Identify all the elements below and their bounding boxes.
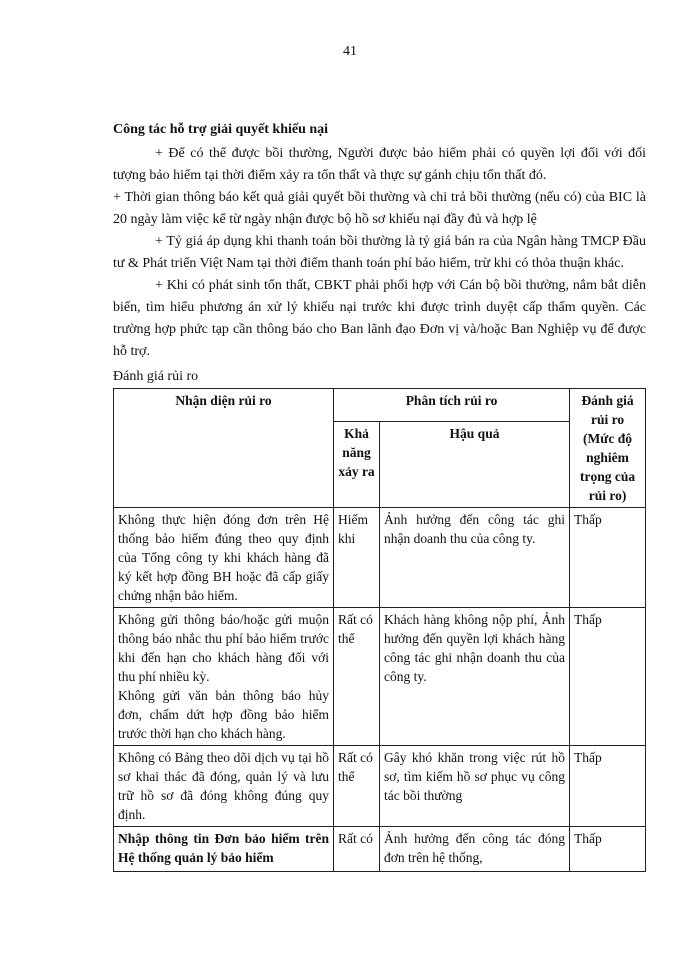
cell-identify-text: Nhập thông tin Đơn bảo hiểm trên Hệ thống quản lý bảo hiểm [118,831,329,865]
paragraph-loss-coordination: + Khi có phát sinh tổn thất, CBKT phải phối hợp với Cán bộ bồi thường, nắm bắt diễn biến, tìm hiểu phương án xử lý khiếu nại trước khi được trình duyệt cấp thẩm quyền. Các trường hợp phức tạp cần thông báo cho Ban lãnh đạo Đơn vị và/hoặc Ban Nghiệp vụ để được hỗ trợ. [113,278,646,359]
document-body [113,120,646,872]
cell-identify [114,827,334,872]
cell-likelihood [334,827,380,872]
cell-identify: Không có Bảng theo dõi dịch vụ tại hồ sơ khai thác đã đóng, quản lý và lưu trữ hồ sơ đã đóng không đúng quy định. [114,746,334,827]
page-number: 41 [343,44,357,59]
header-consequence: Hậu quả [380,422,570,508]
cell-assessment-text: Thấp [574,831,602,846]
header-likelihood: Khả năng xảy ra [334,422,380,508]
paragraph-exchange-rate: + Tỷ giá áp dụng khi thanh toán bồi thường là tỷ giá bán ra của Ngân hàng TMCP Đầu tư & Phát triển Việt Nam tại thời điểm thanh toán phí bảo hiểm, trừ khi có thỏa thuận khác. [113,234,646,271]
cell-consequence: Khách hàng không nộp phí, Ảnh hưởng đến quyền lợi khách hàng công tác ghi nhận doanh thu của công ty. [380,608,570,746]
cell-assessment: Thấp [570,746,646,827]
header-identify: Nhận diện rủi ro [114,389,334,508]
cell-likelihood: Rất có thể [334,608,380,746]
cell-likelihood: Rất có thể [334,746,380,827]
table-row [114,608,646,746]
cell-consequence: Gây khó khăn trong việc rút hồ sơ, tìm kiếm hồ sơ phục vụ công tác bồi thường [380,746,570,827]
section-title: Công tác hỗ trợ giải quyết khiếu nại [113,122,329,137]
cell-likelihood: Hiếm khi [334,508,380,608]
table-label: Đánh giá rủi ro [113,369,199,384]
paragraph-notification-time: + Thời gian thông báo kết quả giải quyết bồi thường và chi trả bồi thường (nếu có) của BIC là 20 ngày làm việc kể từ ngày nhận được bộ hồ sơ khiếu nại đầy đủ và hợp lệ [113,190,646,227]
table-row [114,746,646,827]
cell-identify-part: Không gửi thông báo/hoặc gửi muộn thông báo nhắc thu phí bảo hiểm trước khi đến hạn cho khách hàng đối với thu phí nhiều kỳ. [118,612,329,684]
risk-assessment-table [113,388,646,872]
cell-consequence [380,827,570,872]
cell-assessment: Thấp [570,508,646,608]
cell-consequence: Ảnh hưởng đến công tác ghi nhận doanh thu của công ty. [380,508,570,608]
header-assessment: Đánh giá rủi ro (Mức độ nghiêm trọng của rủi ro) [570,389,646,508]
cell-likelihood-text: Rất có [338,831,373,846]
cell-assessment: Thấp [570,608,646,746]
table-row [114,508,646,608]
cell-consequence-text: Ảnh hưởng đến công tác đóng đơn trên hệ thống, [384,831,566,865]
table-row [114,827,646,872]
cell-assessment [570,827,646,872]
cell-identify: Không thực hiện đóng đơn trên Hệ thống bảo hiểm đúng theo quy định của Tổng công ty khi khách hàng đã ký kết hợp đồng BH hoặc đã cấp giấy chứng nhận bảo hiểm. [114,508,334,608]
cell-identify-part: Không gửi văn bản thông báo hủy đơn, chấm dứt hợp đồng bảo hiểm trước thời hạn cho khách hàng. [118,688,329,741]
header-analysis: Phân tích rủi ro [334,389,570,422]
paragraph-eligibility: + Để có thể được bồi thường, Người được bảo hiểm phải có quyền lợi đối với đối tượng bảo hiểm tại thời điểm xảy ra tổn thất và thực sự gánh chịu tổn thất đó. [113,146,646,183]
cell-identify [114,608,334,746]
table-header-row [114,389,646,422]
